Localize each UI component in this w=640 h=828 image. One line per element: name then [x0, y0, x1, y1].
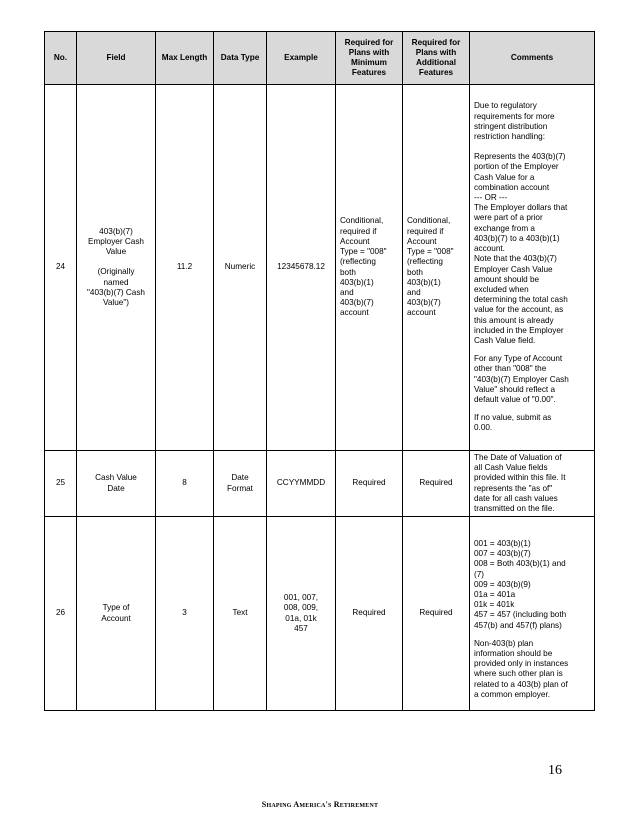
comments	[470, 85, 595, 451]
comment-paragraph: Non-403(b) plan information should be provided only in instances where such other plan is related to a 403(b) plan of a common employer.	[474, 638, 569, 699]
header-required-additional: Required for Plans with Additional Features	[403, 32, 470, 85]
required-minimum: Required	[336, 451, 403, 517]
comment-paragraph: If no value, submit as 0.00.	[474, 413, 552, 433]
header-required-minimum: Required for Plans with Minimum Features	[336, 32, 403, 85]
table-row	[45, 85, 595, 451]
header-data-type: Data Type	[214, 32, 267, 85]
max-length: 11.2	[156, 85, 214, 451]
comments	[470, 517, 595, 711]
example: CCYYMMDD	[267, 451, 336, 517]
comment-paragraph: Due to regulatory requirements for more stringent distribution restriction handling:	[474, 101, 555, 142]
header-comments: Comments	[470, 32, 595, 85]
page-number: 16	[548, 763, 562, 778]
data-type: Numeric	[214, 85, 267, 451]
comment-paragraph: For any Type of Account other than "008" the "403(b)(7) Employer Cash Value" should reflect a default value of "0.00".	[474, 354, 569, 404]
row-number: 25	[45, 451, 77, 517]
row-number: 24	[45, 85, 77, 451]
header-field: Field	[77, 32, 156, 85]
comment-paragraph: Represents the 403(b)(7) portion of the Employer Cash Value for a combination account --- OR --- The Employer dollars that were part of a prior exchange from a 403(b)(7) to a 403(b)(1) account. Note that the 403(b)(7) Employer Cash Value amount should be excluded when determining the total cash value for the account, as this amount is already included in the Employer Cash Value field.	[474, 152, 568, 345]
header-no: No.	[45, 32, 77, 85]
required-minimum: Required	[336, 517, 403, 711]
max-length: 8	[156, 451, 214, 517]
table-header-row	[45, 32, 595, 85]
example: 001, 007, 008, 009, 01a, 01k 457	[267, 517, 336, 711]
row-number: 26	[45, 517, 77, 711]
header-max-length: Max Length	[156, 32, 214, 85]
data-type: Date Format	[214, 451, 267, 517]
page-footer: Shaping America's Retirement	[261, 800, 379, 809]
required-additional: Conditional, required if Account Type = "008" (reflecting both 403(b)(1) and 403(b)(7) account	[403, 85, 470, 451]
required-minimum: Conditional, required if Account Type = "008" (reflecting both 403(b)(1) and 403(b)(7) account	[336, 85, 403, 451]
field-name: 403(b)(7) Employer Cash Value (Originally named "403(b)(7) Cash Value")	[77, 85, 156, 451]
comments: The Date of Valuation of all Cash Value fields provided within this file. It represents the "as of" date for all cash values transmitted on the file.	[470, 451, 595, 517]
required-additional: Required	[403, 451, 470, 517]
table-row	[45, 517, 595, 711]
data-type: Text	[214, 517, 267, 711]
comment-paragraph: 001 = 403(b)(1) 007 = 403(b)(7) 008 = Both 403(b)(1) and (7) 009 = 403(b)(9) 01a = 401a 01k = 401k 457 = 457 (including both 457(b) and 457(f) plans)	[474, 538, 567, 630]
required-additional: Required	[403, 517, 470, 711]
example: 12345678.12	[267, 85, 336, 451]
table-row	[45, 451, 595, 517]
field-name: Type of Account	[77, 517, 156, 711]
field-spec-table	[44, 31, 595, 711]
max-length: 3	[156, 517, 214, 711]
header-example: Example	[267, 32, 336, 85]
field-name: Cash Value Date	[77, 451, 156, 517]
